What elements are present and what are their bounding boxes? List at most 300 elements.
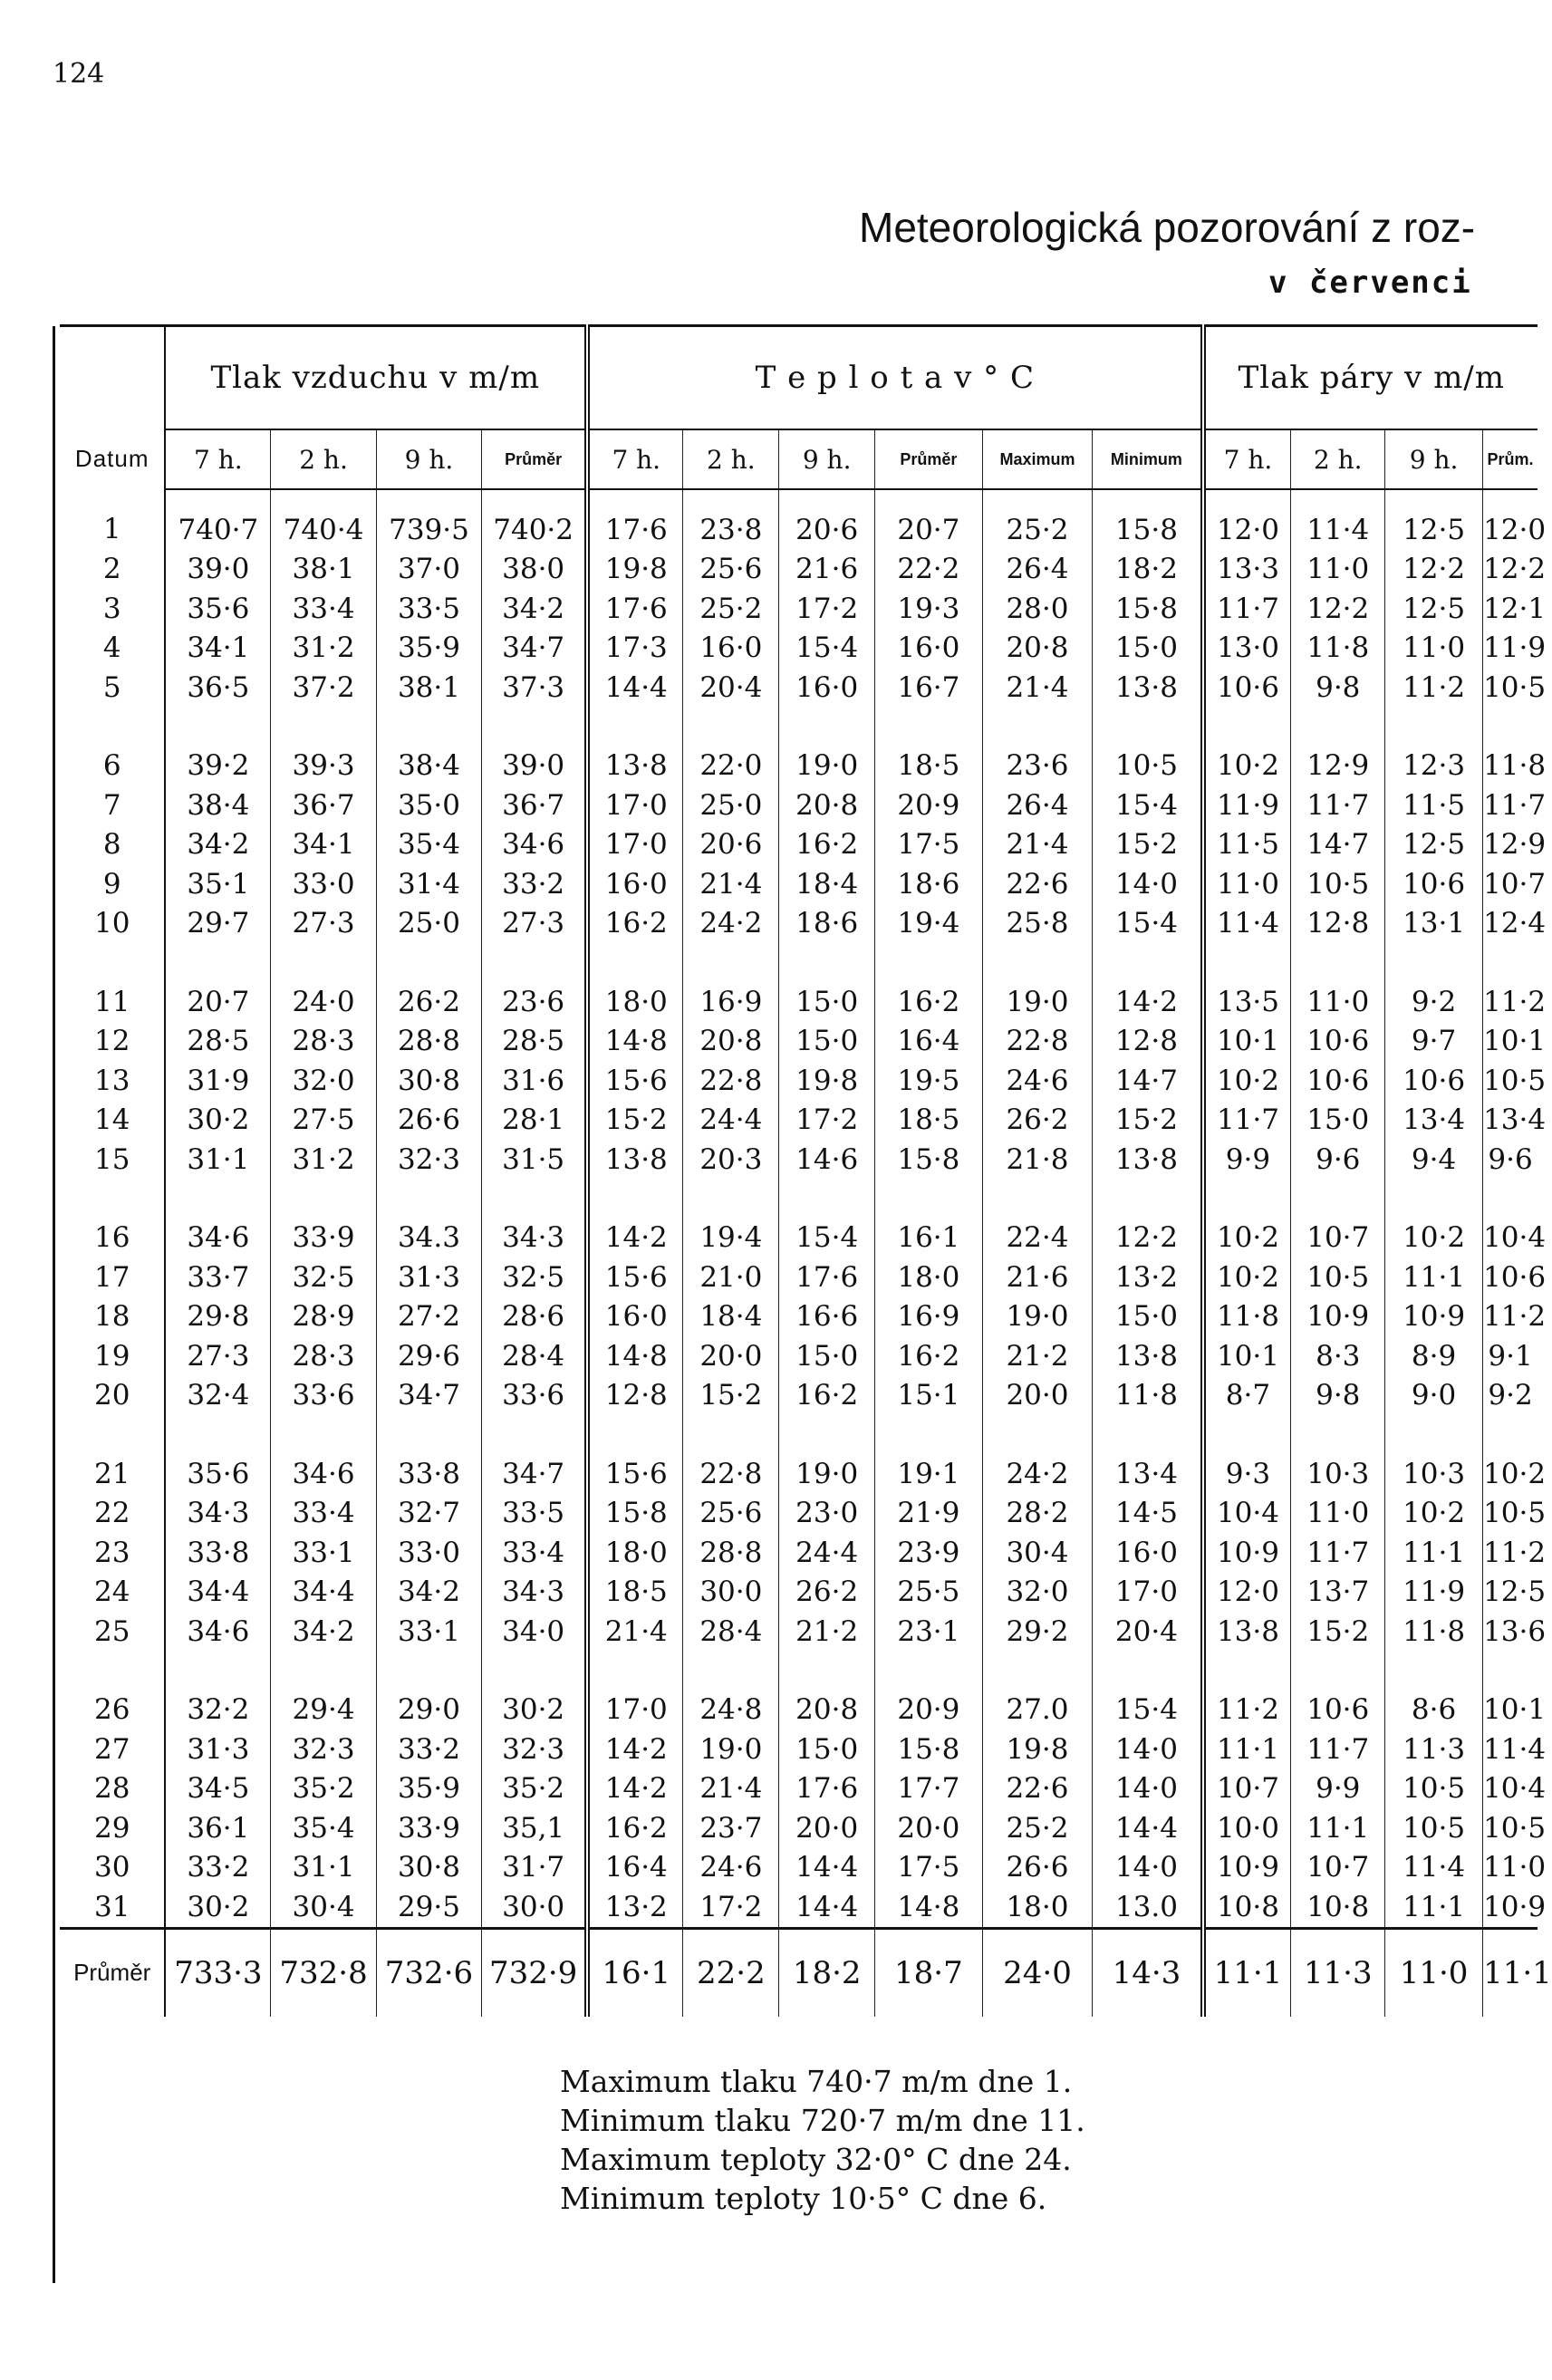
- value-cell: 14·0: [1093, 1730, 1203, 1769]
- value-cell: 33·1: [271, 1533, 376, 1573]
- table-row: [60, 1848, 1538, 1888]
- table-row: [60, 1533, 1538, 1573]
- value-cell: 16·9: [683, 982, 779, 1022]
- value-cell: 16·2: [587, 1808, 683, 1848]
- table-row: [60, 1140, 1538, 1180]
- value-cell: 34·6: [271, 1454, 376, 1494]
- day-cell: 2: [60, 550, 165, 590]
- value-cell: 8·9: [1385, 1336, 1483, 1376]
- value-cell: 13·7: [1291, 1573, 1385, 1613]
- average-cell: 22·2: [683, 1928, 779, 2017]
- value-cell: 14·6: [779, 1140, 875, 1180]
- value-cell: 9·7: [1385, 1022, 1483, 1062]
- column-header: 2 h.: [1291, 429, 1385, 489]
- value-cell: 11·2: [1385, 668, 1483, 708]
- value-cell: 11·7: [1291, 785, 1385, 825]
- value-cell: 32·3: [271, 1730, 376, 1769]
- value-cell: 19·4: [875, 904, 983, 944]
- value-cell: 35·4: [376, 825, 481, 865]
- value-cell: 34·6: [165, 1612, 270, 1652]
- value-cell: 17·5: [875, 825, 983, 865]
- column-header: Průměr: [482, 429, 587, 489]
- value-cell: 18·2: [1093, 550, 1203, 590]
- value-cell: 28·5: [482, 1022, 587, 1062]
- value-cell: 34·5: [165, 1769, 270, 1809]
- table-row: [60, 1101, 1538, 1141]
- value-cell: 28·4: [683, 1612, 779, 1652]
- value-cell: 16·0: [779, 668, 875, 708]
- value-cell: 15·1: [875, 1376, 983, 1416]
- value-cell: 12·0: [1203, 489, 1291, 550]
- value-cell: 15·0: [779, 982, 875, 1022]
- value-cell: 32·7: [376, 1494, 481, 1534]
- value-cell: 10·2: [1203, 1257, 1291, 1297]
- value-cell: 28·4: [482, 1336, 587, 1376]
- meteorological-table: [60, 324, 1552, 2017]
- value-cell: 35·6: [165, 1454, 270, 1494]
- value-cell: 18·0: [982, 1887, 1093, 1928]
- value-cell: 34·4: [165, 1573, 270, 1613]
- value-cell: 15·0: [1291, 1101, 1385, 1141]
- value-cell: 15·8: [587, 1494, 683, 1534]
- value-cell: 19·0: [779, 1454, 875, 1494]
- value-cell: 10·9: [1291, 1297, 1385, 1337]
- value-cell: 38·4: [165, 785, 270, 825]
- value-cell: 10·4: [1483, 1221, 1547, 1255]
- value-cell: 12·5: [1385, 825, 1483, 865]
- value-cell: 10·6: [1385, 864, 1483, 904]
- table-row: [60, 1494, 1538, 1534]
- value-cell: 17·6: [779, 1257, 875, 1297]
- value-cell: 34·0: [482, 1612, 587, 1652]
- value-cell: 16·2: [779, 825, 875, 865]
- value-cell: 34·3: [482, 1219, 587, 1258]
- value-cell: 20·8: [779, 1691, 875, 1730]
- value-cell: 22·8: [982, 1022, 1093, 1062]
- value-cell: 12·8: [1093, 1022, 1203, 1062]
- day-cell: 3: [60, 589, 165, 629]
- value-cell: 25·0: [683, 785, 779, 825]
- value-cell: 34·2: [376, 1573, 481, 1613]
- value-cell: 25·6: [683, 1494, 779, 1534]
- value-cell: 15·2: [683, 1376, 779, 1416]
- value-cell: 10·2: [1483, 1457, 1547, 1490]
- value-cell: 740·2: [482, 489, 587, 550]
- value-cell: 9·9: [1203, 1140, 1291, 1180]
- value-cell: 33·6: [271, 1376, 376, 1416]
- value-cell: 14·8: [587, 1336, 683, 1376]
- value-cell: 28·0: [982, 589, 1093, 629]
- value-cell: 23·9: [875, 1533, 983, 1573]
- value-cell: 34·3: [482, 1573, 587, 1613]
- value-cell: 18·0: [875, 1257, 983, 1297]
- value-cell: 26·4: [982, 550, 1093, 590]
- day-cell: 19: [60, 1336, 165, 1376]
- value-cell: 30·2: [165, 1101, 270, 1141]
- value-cell: 9·1: [1488, 1339, 1533, 1373]
- value-cell: 21·4: [683, 864, 779, 904]
- value-cell: 10·6: [1203, 668, 1291, 708]
- value-cell: 10·9: [1483, 1890, 1547, 1923]
- value-cell: 12·0: [1203, 1573, 1291, 1613]
- value-cell: 26·2: [982, 1101, 1093, 1141]
- value-cell: 23·7: [683, 1808, 779, 1848]
- value-cell: 24·6: [683, 1848, 779, 1888]
- value-cell: 32·5: [482, 1257, 587, 1297]
- value-cell: 17·2: [779, 1101, 875, 1141]
- value-cell: 32·0: [982, 1573, 1093, 1613]
- value-cell: 19·0: [683, 1730, 779, 1769]
- table-row: [60, 1808, 1538, 1848]
- value-cell: 16·0: [683, 629, 779, 669]
- value-cell: 25·8: [982, 904, 1093, 944]
- group-spacer: [60, 943, 1538, 982]
- value-cell: 15·0: [779, 1022, 875, 1062]
- value-cell: 18·4: [779, 864, 875, 904]
- value-cell: 10·5: [1291, 1257, 1385, 1297]
- value-cell: 21·9: [875, 1494, 983, 1534]
- average-cell: 11·1: [1203, 1928, 1291, 2017]
- value-cell: 29·5: [376, 1887, 481, 1928]
- table-row: [60, 1769, 1538, 1809]
- value-cell: 36·1: [165, 1808, 270, 1848]
- value-cell: 27·2: [376, 1297, 481, 1337]
- table-row: [60, 550, 1538, 590]
- day-cell: 9: [60, 864, 165, 904]
- value-cell: 10·8: [1203, 1887, 1291, 1928]
- value-cell: 10·5: [1291, 864, 1385, 904]
- column-header: 9 h.: [376, 429, 481, 489]
- value-cell: 14·2: [587, 1730, 683, 1769]
- value-cell: 20·7: [875, 489, 983, 550]
- value-cell: 32·3: [482, 1730, 587, 1769]
- value-cell: 34·7: [376, 1376, 481, 1416]
- value-cell: 16·2: [875, 982, 983, 1022]
- value-cell: 14·0: [1093, 1848, 1203, 1888]
- value-cell: 11·2: [1203, 1691, 1291, 1730]
- value-cell: 15·0: [779, 1336, 875, 1376]
- value-cell: 38·1: [376, 668, 481, 708]
- value-cell: 31·6: [482, 1061, 587, 1101]
- day-cell: 10: [60, 904, 165, 944]
- average-label: Průměr: [60, 1928, 165, 2017]
- value-cell: 10·7: [1483, 867, 1547, 901]
- table-row: [60, 904, 1538, 944]
- value-cell: 33·0: [376, 1533, 481, 1573]
- value-cell: 15·8: [1093, 489, 1203, 550]
- value-cell: 17·5: [875, 1848, 983, 1888]
- value-cell: 28·3: [271, 1336, 376, 1376]
- value-cell: 14·0: [1093, 1769, 1203, 1809]
- value-cell: 15·8: [875, 1730, 983, 1769]
- value-cell: 31·4: [376, 864, 481, 904]
- value-cell: 10·7: [1291, 1219, 1385, 1258]
- value-cell: 11·2: [1483, 1536, 1547, 1569]
- value-cell: 16·0: [1093, 1533, 1203, 1573]
- average-cell: 11·3: [1291, 1928, 1385, 2017]
- value-cell: 19·4: [683, 1219, 779, 1258]
- value-cell: 23·0: [779, 1494, 875, 1534]
- value-cell: 10·4: [1483, 1772, 1547, 1806]
- table-row: [60, 1887, 1538, 1928]
- value-cell: 20·3: [683, 1140, 779, 1180]
- value-cell: 18·0: [587, 982, 683, 1022]
- table-body: [60, 489, 1552, 2017]
- value-cell: 17·6: [587, 489, 683, 550]
- table-row: [60, 1061, 1538, 1101]
- value-cell: 11·2: [1483, 985, 1547, 1018]
- value-cell: 10·5: [1483, 670, 1547, 704]
- value-cell: 27·3: [271, 904, 376, 944]
- value-cell: 32·5: [271, 1257, 376, 1297]
- value-cell: 25·0: [376, 904, 481, 944]
- table-row: [60, 589, 1538, 629]
- value-cell: 9·8: [1291, 1376, 1385, 1416]
- average-row: [60, 1928, 1538, 2017]
- value-cell: 14·2: [587, 1219, 683, 1258]
- value-cell: 15·2: [587, 1101, 683, 1141]
- value-cell: 20·8: [683, 1022, 779, 1062]
- value-cell: 22·8: [683, 1061, 779, 1101]
- value-cell: 13·4: [1385, 1101, 1483, 1141]
- value-cell: 11·9: [1483, 631, 1547, 665]
- average-cell: 18·2: [779, 1928, 875, 2017]
- value-cell: 20·8: [982, 629, 1093, 669]
- value-cell: 13.0: [1093, 1887, 1203, 1928]
- value-cell: 11·1: [1385, 1257, 1483, 1297]
- value-cell: 12·1: [1483, 592, 1547, 625]
- value-cell: 10·9: [1203, 1533, 1291, 1573]
- note-line: Maximum tlaku 740·7 m/m dne 1.: [560, 2064, 1073, 2099]
- vapor-group-header: Tlak páry v m/m: [1203, 326, 1538, 430]
- value-cell: 20·8: [779, 785, 875, 825]
- value-cell: 19·0: [982, 1297, 1093, 1337]
- value-cell: 12·2: [1385, 550, 1483, 590]
- value-cell: 28·1: [482, 1101, 587, 1141]
- value-cell: 11·2: [1483, 1300, 1547, 1334]
- value-cell: 17·0: [587, 825, 683, 865]
- value-cell: 16·0: [587, 864, 683, 904]
- value-cell: 13·5: [1203, 982, 1291, 1022]
- note-line: Minimum teploty 10·5° C dne 6.: [560, 2181, 1047, 2216]
- value-cell: 17·0: [587, 1691, 683, 1730]
- value-cell: 33·4: [482, 1533, 587, 1573]
- value-cell: 31·7: [482, 1848, 587, 1888]
- value-cell: 19·0: [982, 982, 1093, 1022]
- value-cell: 29·6: [376, 1336, 481, 1376]
- note-line: Minimum tlaku 720·7 m/m dne 11.: [560, 2103, 1085, 2138]
- value-cell: 10·7: [1291, 1848, 1385, 1888]
- value-cell: 24·0: [271, 982, 376, 1022]
- value-cell: 37·3: [482, 668, 587, 708]
- value-cell: 14·4: [1093, 1808, 1203, 1848]
- group-spacer: [60, 1652, 1538, 1691]
- value-cell: 19·1: [875, 1454, 983, 1494]
- value-cell: 22·6: [982, 864, 1093, 904]
- value-cell: 21·6: [779, 550, 875, 590]
- value-cell: 33·4: [271, 589, 376, 629]
- value-cell: 17·0: [587, 785, 683, 825]
- value-cell: 31·1: [271, 1848, 376, 1888]
- value-cell: 11·0: [1291, 982, 1385, 1022]
- value-cell: 31·5: [482, 1140, 587, 1180]
- value-cell: 32·2: [165, 1691, 270, 1730]
- value-cell: 21·2: [982, 1336, 1093, 1376]
- value-cell: 27·3: [482, 904, 587, 944]
- value-cell: 20·4: [683, 668, 779, 708]
- note-line: Maximum teploty 32·0° C dne 24.: [560, 2142, 1072, 2177]
- value-cell: 11·8: [1483, 749, 1547, 783]
- value-cell: 12·8: [587, 1376, 683, 1416]
- value-cell: 14·7: [1291, 825, 1385, 865]
- value-cell: 10·5: [1385, 1808, 1483, 1848]
- value-cell: 11·1: [1203, 1730, 1291, 1769]
- datum-header: Datum: [60, 326, 165, 490]
- value-cell: 14·7: [1093, 1061, 1203, 1101]
- day-cell: 29: [60, 1808, 165, 1848]
- value-cell: 9·2: [1488, 1379, 1533, 1412]
- value-cell: 11·0: [1291, 550, 1385, 590]
- value-cell: 34·2: [165, 825, 270, 865]
- value-cell: 30·2: [165, 1887, 270, 1928]
- day-cell: 25: [60, 1612, 165, 1652]
- page-title: Meteorologická pozorování z roz-: [859, 204, 1476, 251]
- value-cell: 12·4: [1483, 907, 1547, 940]
- value-cell: 13·8: [1093, 1140, 1203, 1180]
- value-cell: 11·4: [1203, 904, 1291, 944]
- value-cell: 10·2: [1203, 1061, 1291, 1101]
- day-cell: 5: [60, 668, 165, 708]
- value-cell: 15·0: [1093, 1297, 1203, 1337]
- value-cell: 29·8: [165, 1297, 270, 1337]
- value-cell: 34·2: [271, 1612, 376, 1652]
- value-cell: 10·5: [1483, 1811, 1547, 1845]
- value-cell: 16·2: [779, 1376, 875, 1416]
- value-cell: 23·6: [482, 982, 587, 1022]
- value-cell: 14·0: [1093, 864, 1203, 904]
- value-cell: 10·1: [1203, 1022, 1291, 1062]
- value-cell: 34·7: [482, 1454, 587, 1494]
- table-row: [60, 1022, 1538, 1062]
- value-cell: 11·7: [1483, 788, 1547, 822]
- table-row: [60, 629, 1538, 669]
- table-row: [60, 825, 1538, 865]
- value-cell: 13·8: [1093, 668, 1203, 708]
- value-cell: 33·1: [376, 1612, 481, 1652]
- value-cell: 13·6: [1483, 1614, 1547, 1648]
- value-cell: 27·3: [165, 1336, 270, 1376]
- day-cell: 4: [60, 629, 165, 669]
- column-header: 7 h.: [1203, 429, 1291, 489]
- value-cell: 11·1: [1385, 1887, 1483, 1928]
- value-cell: 13·0: [1203, 629, 1291, 669]
- table-row: [60, 1612, 1538, 1652]
- value-cell: 10·6: [1291, 1022, 1385, 1062]
- value-cell: 19·8: [779, 1061, 875, 1101]
- table-row: [60, 747, 1538, 786]
- value-cell: 33·7: [165, 1257, 270, 1297]
- average-cell: 16·1: [587, 1928, 683, 2017]
- value-cell: 25·5: [875, 1573, 983, 1613]
- value-cell: 11·7: [1291, 1730, 1385, 1769]
- value-cell: 11·9: [1385, 1573, 1483, 1613]
- day-cell: 14: [60, 1101, 165, 1141]
- value-cell: 10·7: [1203, 1769, 1291, 1809]
- value-cell: 9·3: [1203, 1454, 1291, 1494]
- table-row: [60, 1336, 1538, 1376]
- value-cell: 11·0: [1291, 1494, 1385, 1534]
- value-cell: 16·0: [587, 1297, 683, 1337]
- value-cell: 10·5: [1093, 747, 1203, 786]
- value-cell: 18·4: [683, 1297, 779, 1337]
- value-cell: 10·6: [1483, 1260, 1547, 1294]
- value-cell: 25·6: [683, 550, 779, 590]
- value-cell: 15·4: [1093, 904, 1203, 944]
- value-cell: 17·2: [779, 589, 875, 629]
- value-cell: 17·6: [779, 1769, 875, 1809]
- value-cell: 28·8: [683, 1533, 779, 1573]
- value-cell: 16·9: [875, 1297, 983, 1337]
- value-cell: 23·6: [982, 747, 1093, 786]
- value-cell: 38·1: [271, 550, 376, 590]
- value-cell: 39·0: [482, 747, 587, 786]
- value-cell: 39·0: [165, 550, 270, 590]
- value-cell: 34·1: [271, 825, 376, 865]
- value-cell: 9·9: [1291, 1769, 1385, 1809]
- value-cell: 25·2: [982, 489, 1093, 550]
- value-cell: 18·6: [779, 904, 875, 944]
- value-cell: 10·1: [1483, 1025, 1547, 1058]
- average-cell: 732·6: [376, 1928, 481, 2017]
- value-cell: 21·4: [982, 668, 1093, 708]
- value-cell: 32·3: [376, 1140, 481, 1180]
- value-cell: 11·0: [1385, 629, 1483, 669]
- value-cell: 28·8: [376, 1022, 481, 1062]
- day-cell: 31: [60, 1887, 165, 1928]
- value-cell: 11·3: [1385, 1730, 1483, 1769]
- column-header: 9 h.: [1385, 429, 1483, 489]
- value-cell: 30·0: [683, 1573, 779, 1613]
- value-cell: 15·8: [875, 1140, 983, 1180]
- value-cell: 18·5: [875, 1101, 983, 1141]
- value-cell: 12·5: [1483, 1575, 1547, 1609]
- value-cell: 15·4: [1093, 1691, 1203, 1730]
- day-cell: 21: [60, 1454, 165, 1494]
- value-cell: 10·4: [1203, 1494, 1291, 1534]
- value-cell: 21·2: [779, 1612, 875, 1652]
- value-cell: 33·5: [482, 1494, 587, 1534]
- value-cell: 24·8: [683, 1691, 779, 1730]
- value-cell: 15·6: [587, 1257, 683, 1297]
- value-cell: 35,1: [482, 1808, 587, 1848]
- value-cell: 26·6: [982, 1848, 1093, 1888]
- value-cell: 34·4: [271, 1573, 376, 1613]
- group-spacer: [60, 708, 1538, 747]
- value-cell: 24·4: [683, 1101, 779, 1141]
- value-cell: 30·8: [376, 1848, 481, 1888]
- value-cell: 11·8: [1203, 1297, 1291, 1337]
- value-cell: 19·8: [587, 550, 683, 590]
- day-cell: 7: [60, 785, 165, 825]
- value-cell: 33·6: [482, 1376, 587, 1416]
- value-cell: 12·5: [1385, 589, 1483, 629]
- value-cell: 14·4: [779, 1848, 875, 1888]
- value-cell: 35·9: [376, 1769, 481, 1809]
- column-header: 9 h.: [779, 429, 875, 489]
- value-cell: 13·4: [1483, 1103, 1547, 1137]
- table-row: [60, 1219, 1538, 1258]
- value-cell: 18·5: [875, 747, 983, 786]
